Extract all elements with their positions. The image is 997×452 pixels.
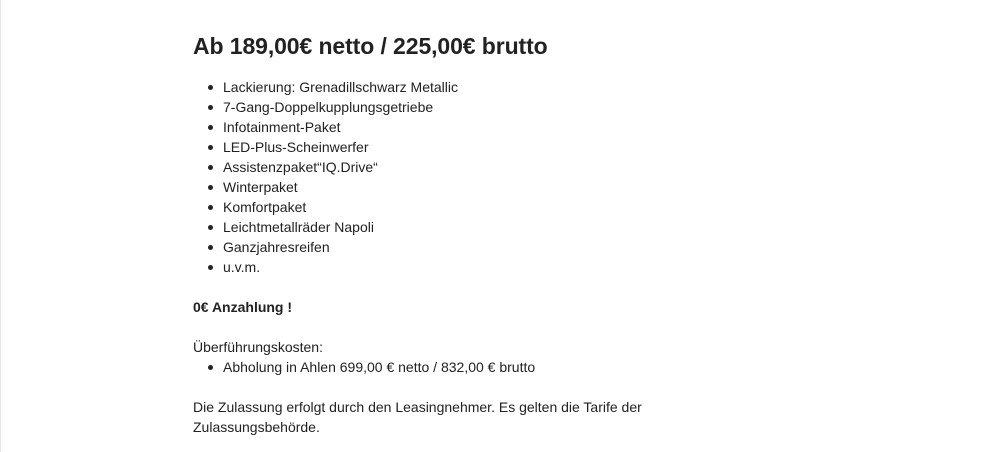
feature-item: u.v.m. bbox=[193, 257, 713, 277]
feature-item: LED-Plus-Scheinwerfer bbox=[193, 137, 713, 157]
feature-item: Infotainment-Paket bbox=[193, 117, 713, 137]
feature-item: Komfortpaket bbox=[193, 197, 713, 217]
down-payment-note: 0€ Anzahlung ! bbox=[193, 299, 293, 315]
price-headline: Ab 189,00€ netto / 225,00€ brutto bbox=[193, 33, 548, 59]
transfer-cost-item: Abholung in Ahlen 699,00 € netto / 832,00 € brutto bbox=[193, 357, 713, 377]
transfer-costs-list bbox=[193, 357, 713, 377]
feature-item: Leichtmetallräder Napoli bbox=[193, 217, 713, 237]
feature-item: 7-Gang-Doppelkupplungsgetriebe bbox=[193, 97, 713, 117]
feature-item: Winterpaket bbox=[193, 177, 713, 197]
feature-list bbox=[193, 77, 713, 277]
feature-item: Ganzjahresreifen bbox=[193, 237, 713, 257]
registration-note: Die Zulassung erfolgt durch den Leasingnehmer. Es gelten die Tarife der Zulassungsbehörde. bbox=[193, 399, 642, 435]
feature-item: Assistenzpaket“IQ.Drive“ bbox=[193, 157, 713, 177]
page-edge-divider bbox=[0, 0, 1, 452]
feature-item: Lackierung: Grenadillschwarz Metallic bbox=[193, 77, 713, 97]
transfer-costs-label: Überführungskosten: bbox=[193, 339, 323, 355]
offer-description bbox=[193, 30, 713, 451]
